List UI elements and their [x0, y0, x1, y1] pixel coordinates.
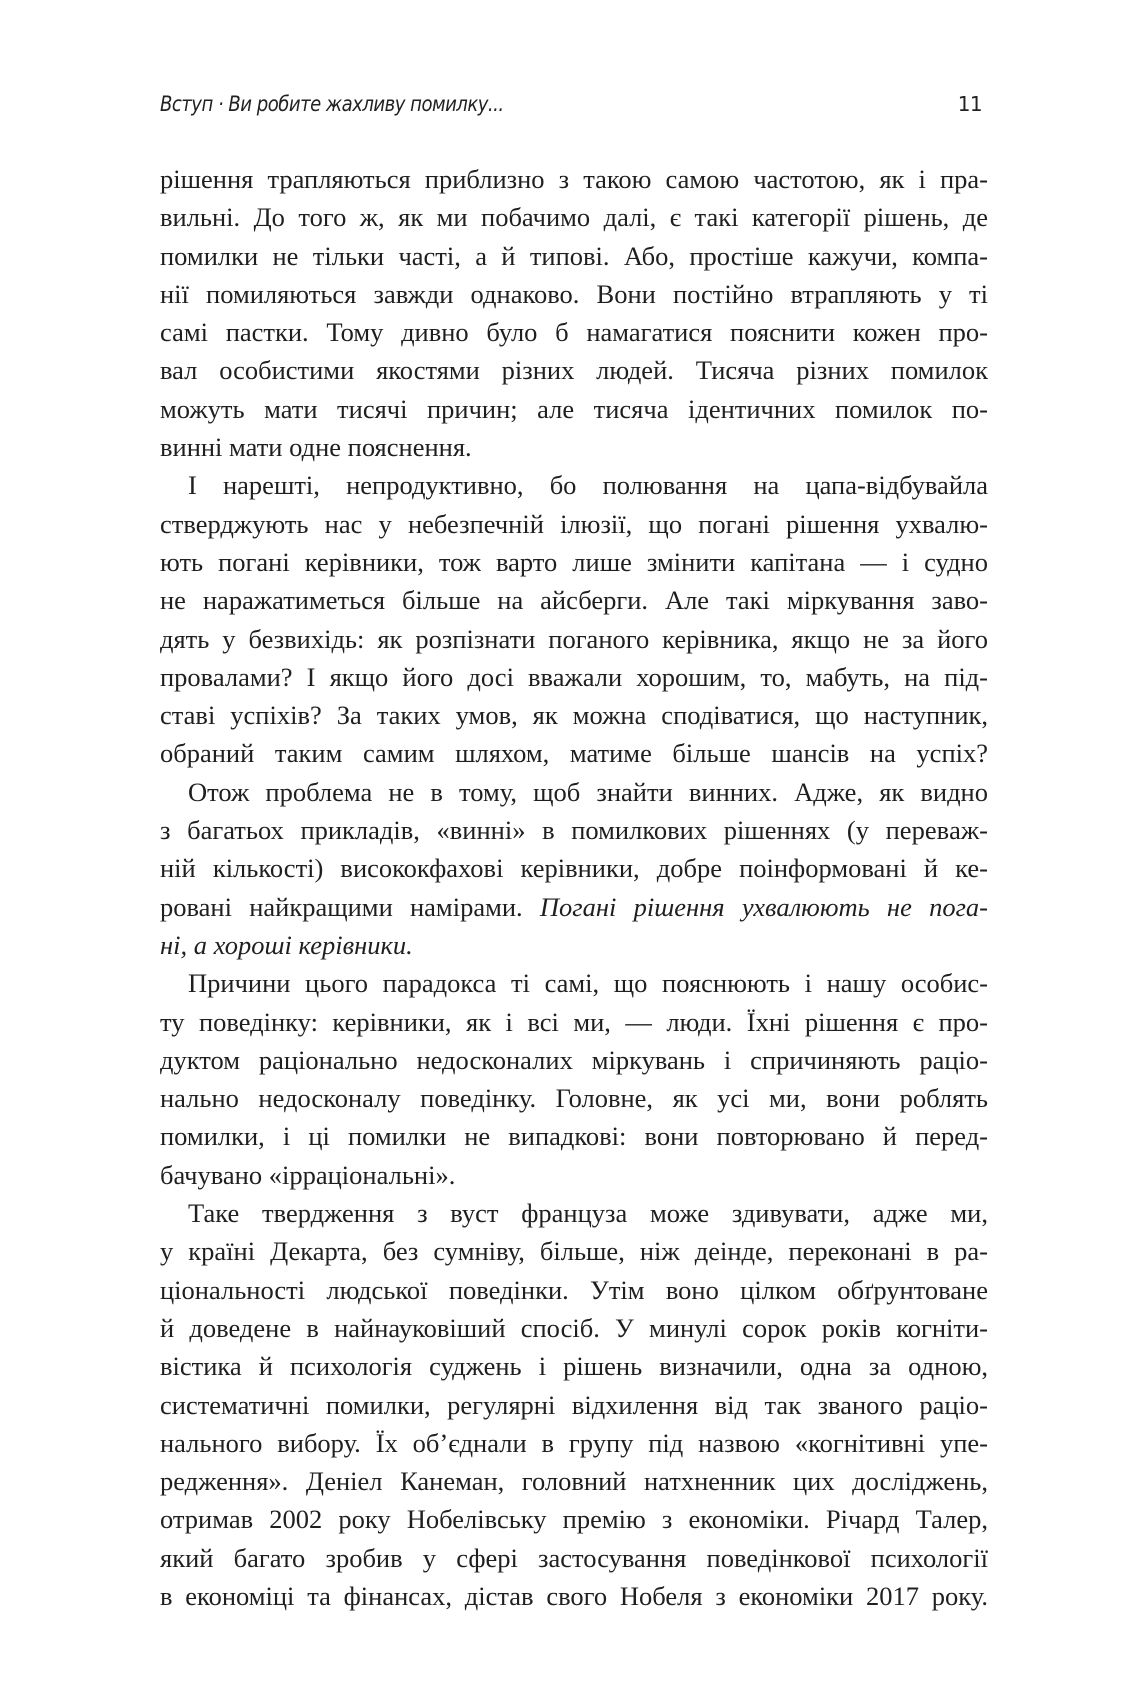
- page-number: 11: [957, 92, 982, 116]
- text-line: дять у безвихідь: як розпізнати поганого керівника, якщо не за його: [160, 623, 988, 654]
- text-line: Таке твердження з вуст француза може здивувати, адже ми,: [188, 1198, 988, 1229]
- text-line: ній кількості) висококфахові керівники, добре поінформовані й ке-: [160, 853, 988, 884]
- text-line: обраний таким самим шляхом, матиме більше шансів на успіх?: [160, 738, 988, 769]
- text-line: вал особистими якостями різних людей. Тисяча різних помилок: [160, 355, 988, 386]
- text-line: систематичні помилки, регулярні відхилення від так званого раціо-: [160, 1389, 988, 1420]
- text-line: редження». Деніел Канеман, головний натхненник цих досліджень,: [160, 1466, 988, 1497]
- text-line: рішення трапляються приблизно з такою самою частотою, як і пра-: [160, 164, 988, 194]
- running-title: Вступ · Ви робите жахливу помилку...: [160, 92, 504, 116]
- text-line: Отож проблема не в тому, щоб знайти винних. Адже, як видно: [188, 776, 988, 807]
- text-line: який багато зробив у сфері застосування поведінкової психології: [160, 1542, 988, 1573]
- text-line: ставі успіхів? За таких умов, як можна сподіватися, що наступник,: [160, 700, 988, 731]
- text-line: не наражатиметься більше на айсберги. Але такі міркування заво-: [160, 585, 988, 616]
- text-line: провалами? І якщо його досі вважали хорошим, то, мабуть, на під-: [160, 661, 988, 692]
- text-line: вильні. До того ж, як ми побачимо далі, є такі категорії рішень, де: [160, 202, 988, 233]
- text-line: ціональності людської поведінки. Утім воно цілком обґрунтоване: [160, 1274, 988, 1305]
- text-line: стверджують нас у небезпечній ілюзії, що погані рішення ухвалю-: [160, 508, 988, 539]
- emphasis-text: ні, а хороші керівники.: [160, 929, 413, 960]
- text-line: можуть мати тисячі причин; але тисяча ідентичних помилок по-: [160, 393, 988, 424]
- text-line: І нарешті, непродуктивно, бо полювання на цапа-відбувайла: [188, 470, 988, 501]
- paragraph-3: [160, 773, 988, 964]
- text-line: нального вибору. Їх об’єднали в групу під назвою «когнітивні упе-: [160, 1427, 988, 1458]
- text-line: вістика й психологія суджень і рішень визначили, одна за одною,: [160, 1351, 988, 1382]
- text-line: у країні Декарта, без сумніву, більше, ніж деінде, переконані в ра-: [160, 1236, 988, 1267]
- text-line: отримав 2002 року Нобелівську премію з економіки. Річард Талер,: [160, 1504, 988, 1535]
- text-line: помилки не тільки часті, а й типові. Або, простіше кажучи, компа-: [160, 240, 988, 271]
- text-line: ють погані керівники, тож варто лише змінити капітана — і судно: [160, 546, 988, 577]
- text-line: в економіці та фінансах, дістав свого Нобеля з економіки 2017 року.: [160, 1580, 988, 1611]
- text-run: ровані найкращими намірами.: [160, 891, 523, 922]
- text-line: з багатьох прикладів, «винні» в помилкових рішеннях (у перевaж-: [160, 815, 988, 846]
- text-line: самі пастки. Тому дивно було б намагатися пояснити кожен про-: [160, 317, 988, 348]
- text-line: нально недосконалу поведінку. Головне, як усі ми, вони роблять: [160, 1083, 988, 1114]
- emphasis-text: Погані рішення ухвалюють не пога-: [539, 891, 988, 922]
- paragraph-1: [160, 160, 988, 466]
- text-line: ту поведінку: керівники, як і всі ми, — люди. Їхні рішення є про-: [160, 1006, 988, 1037]
- text-line: помилки, і ці помилки не випадкові: вони повторювано й перед-: [160, 1121, 988, 1152]
- text-line: бачувано «ірраціональні».: [160, 1159, 456, 1190]
- running-header: [160, 92, 990, 124]
- text-line: дуктом раціонально недосконалих міркувань і спричиняють раціо-: [160, 1044, 988, 1075]
- text-line: нії помиляються завжди однаково. Вони постійно втрапляють у ті: [160, 278, 988, 309]
- text-line-mixed: [160, 888, 988, 926]
- body-text: [160, 160, 988, 1615]
- text-line: Причини цього парадокса ті самі, що пояснюють і нашу особис-: [188, 968, 988, 999]
- paragraph-2: [160, 466, 988, 772]
- paragraph-5: [160, 1194, 988, 1615]
- text-line: й доведене в найнауковіший спосіб. У минулі сорок років когніти-: [160, 1312, 988, 1343]
- text-line: винні мати одне пояснення.: [160, 432, 472, 463]
- paragraph-4: [160, 964, 988, 1194]
